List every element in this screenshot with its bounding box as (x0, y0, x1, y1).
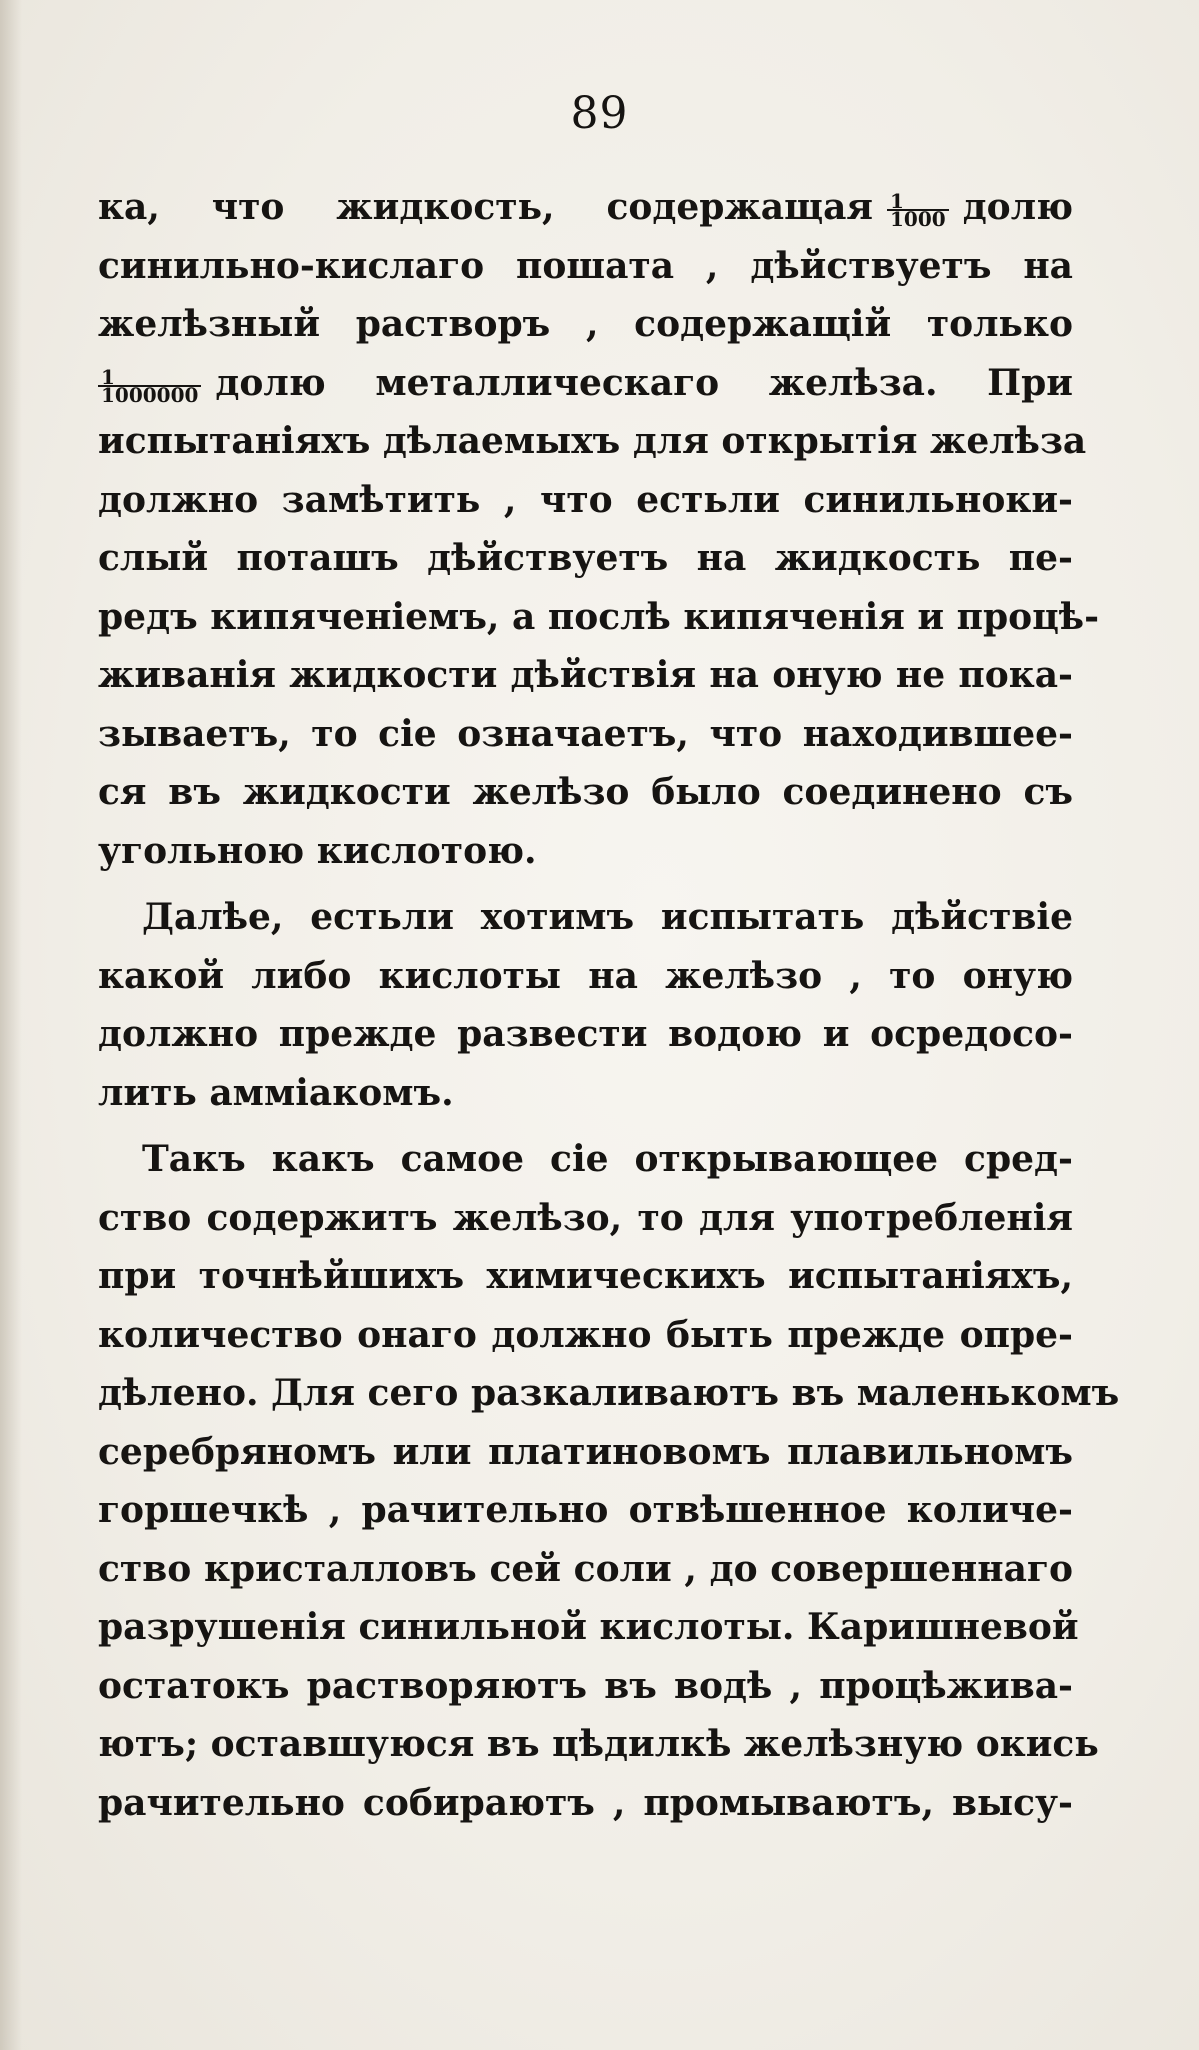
text-line: Такъ какъ самое сіе открывающее сред- (142, 1138, 1073, 1180)
text-line: редъ кипяченіемъ, а послѣ кипяченія и процѣ- (98, 595, 1100, 638)
text-line: какой либо кислоты на желѣзо , то оную (98, 954, 1073, 997)
text-line: слый поташъ дѣйствуетъ на жидкость пе- (98, 537, 1073, 579)
page-number: 89 (570, 88, 629, 139)
text-line: ютъ; оставшуюся въ цѣдилкѣ желѣзную окись (98, 1723, 1099, 1765)
paragraph (98, 178, 1100, 880)
text-line: рачительно собираютъ , промываютъ, высу- (98, 1781, 1073, 1824)
text-line: живанія жидкости дѣйствія на оную не пока- (98, 654, 1073, 696)
text-line: испытаніяхъ дѣлаемыхъ для открытія желѣза (98, 420, 1087, 462)
text-line: синильно-кислаго пошата , дѣйствуетъ на (98, 244, 1073, 287)
text-line: ка, что жидкость, содержащая $\frac{1}{1000}$ долю (98, 186, 1073, 231)
text-line: дѣлено. Для сего разкаливаютъ въ маленькомъ (98, 1372, 1120, 1414)
text-line: серебряномъ или платиновомъ плавильномъ (98, 1430, 1073, 1473)
text-line: угольною кислотою. (98, 829, 537, 872)
text-line: остатокъ растворяютъ въ водѣ , процѣжива- (98, 1664, 1073, 1707)
text-line: ство содержитъ желѣзо, то для употребленія (98, 1196, 1073, 1239)
text-line: ся въ жидкости желѣзо было соединено съ (98, 771, 1073, 813)
text-line: $\frac{1}{1000000}$ долю металлическаго желѣза. При (98, 354, 1073, 413)
text-line: должно замѣтить , что естьли синильноки- (98, 478, 1073, 521)
text-line: должно прежде развести водою и осредосо- (98, 1013, 1073, 1055)
text-line: лить амміакомъ. (98, 1071, 454, 1114)
text-line: количество онаго должно быть прежде опре- (98, 1313, 1073, 1356)
text-line: Далѣе, естьли хотимъ испытать дѣйствіе (142, 896, 1073, 938)
fraction: $\frac{1}{1000000}$ (98, 369, 201, 403)
text-line: зываетъ, то сіе означаетъ, что находившее- (98, 712, 1073, 755)
page-gutter-shadow (0, 0, 22, 2050)
paragraph (98, 1130, 1120, 1832)
body-text (98, 178, 1120, 1832)
paragraph (98, 888, 1073, 1122)
text-line: при точнѣйшихъ химическихъ испытаніяхъ, (98, 1255, 1073, 1297)
text-line: желѣзный растворъ , содержащій только (98, 303, 1073, 345)
text-line: горшечкѣ , рачительно отвѣшенное количе- (98, 1489, 1073, 1531)
text-line: разрушенія синильной кислоты. Каришневой (98, 1606, 1079, 1648)
fraction: $\frac{1}{1000}$ (887, 193, 949, 227)
text-line: ство кристалловъ сей соли , до совершеннаго (98, 1547, 1073, 1590)
